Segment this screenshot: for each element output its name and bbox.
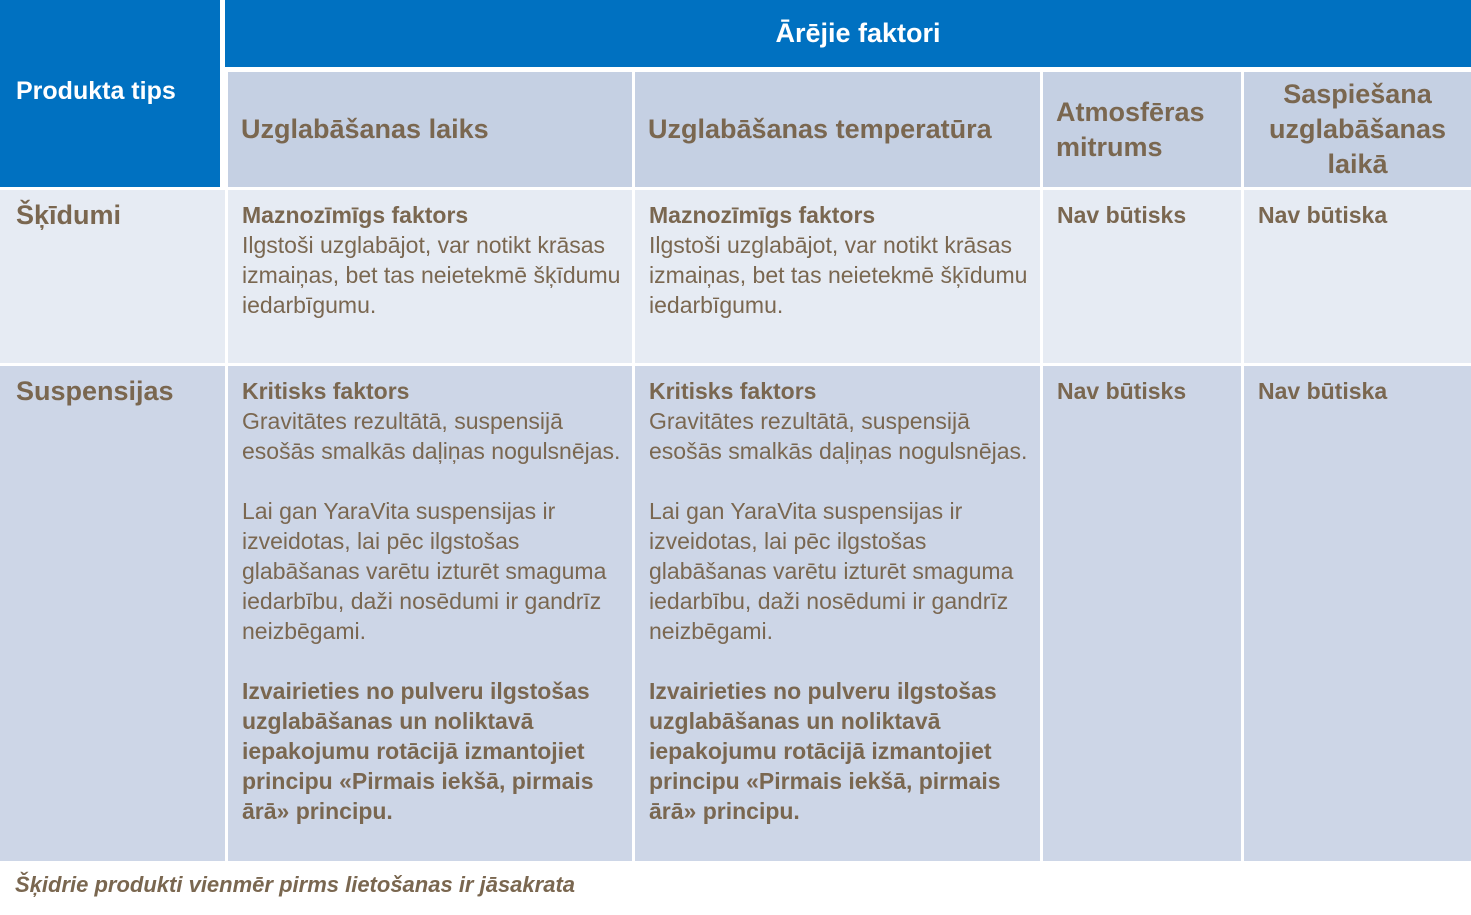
cell-solutions-compression	[1241, 190, 1471, 366]
factor-title: Maznozīmīgs faktors	[242, 202, 469, 228]
factor-title: Nav būtisks	[1057, 378, 1187, 404]
factor-title: Nav būtisks	[1057, 202, 1187, 228]
cell-solutions-storage-temperature	[632, 190, 1040, 366]
cell-solutions-storage-time	[225, 190, 632, 366]
factor-title: Nav būtiska	[1258, 378, 1388, 404]
factor-description: Gravitātes rezultātā, suspensijā esošās smalkās daļiņas nogulsnējas.	[242, 408, 621, 464]
factor-description: Ilgstoši uzglabājot, var notikt krāsas izmaiņas, bet tas neietekmē šķīdumu iedarbīgumu.	[649, 232, 1028, 318]
factor-title: Nav būtiska	[1258, 202, 1388, 228]
cell-suspensions-compression	[1241, 366, 1471, 861]
table-row	[0, 190, 1471, 366]
factor-title: Kritisks faktors	[649, 378, 817, 404]
row-label-solutions: Šķīdumi	[0, 190, 225, 366]
row-label-suspensions: Suspensijas	[0, 366, 225, 861]
column-header-storage-time: Uzglabāšanas laiks	[225, 72, 632, 190]
column-header-compression: Saspiešana uzglabāšanas laikā	[1241, 72, 1471, 190]
factor-title: Kritisks faktors	[242, 378, 410, 404]
footnote: Šķidrie produkti vienmēr pirms lietošanas ir jāsakrata	[15, 872, 576, 897]
factor-description-2: Lai gan YaraVita suspensijas ir izveidotas, lai pēc ilgstošas glabāšanas varētu izturēt smaguma iedarbību, daži nosēdumi ir gandrīz neizbēgami.	[242, 498, 607, 644]
header-product-type: Produkta tips	[0, 0, 225, 190]
header-external-factors: Ārējie faktori	[225, 0, 1471, 72]
factor-description: Gravitātes rezultātā, suspensijā esošās smalkās daļiņas nogulsnējas.	[649, 408, 1028, 464]
cell-suspensions-storage-temperature	[632, 366, 1040, 861]
cell-suspensions-storage-time	[225, 366, 632, 861]
factor-title: Maznozīmīgs faktors	[649, 202, 876, 228]
cell-suspensions-humidity	[1040, 366, 1241, 861]
factor-description-2: Lai gan YaraVita suspensijas ir izveidotas, lai pēc ilgstošas glabāšanas varētu izturēt smaguma iedarbību, daži nosēdumi ir gandrīz neizbēgami.	[649, 498, 1014, 644]
column-header-humidity: Atmosfēras mitrums	[1040, 72, 1241, 190]
factor-advice: Izvairieties no pulveru ilgstošas uzglabāšanas un noliktavā iepakojumu rotācijā izmantojiet principu «Pirmais iekšā, pirmais ārā» principu.	[242, 678, 594, 824]
cell-solutions-humidity	[1040, 190, 1241, 366]
factor-advice: Izvairieties no pulveru ilgstošas uzglabāšanas un noliktavā iepakojumu rotācijā izmantojiet principu «Pirmais iekšā, pirmais ārā» principu.	[649, 678, 1001, 824]
factor-description: Ilgstoši uzglabājot, var notikt krāsas izmaiņas, bet tas neietekmē šķīdumu iedarbīgumu.	[242, 232, 621, 318]
column-header-storage-temperature: Uzglabāšanas temperatūra	[632, 72, 1040, 190]
table-row	[0, 366, 1471, 861]
